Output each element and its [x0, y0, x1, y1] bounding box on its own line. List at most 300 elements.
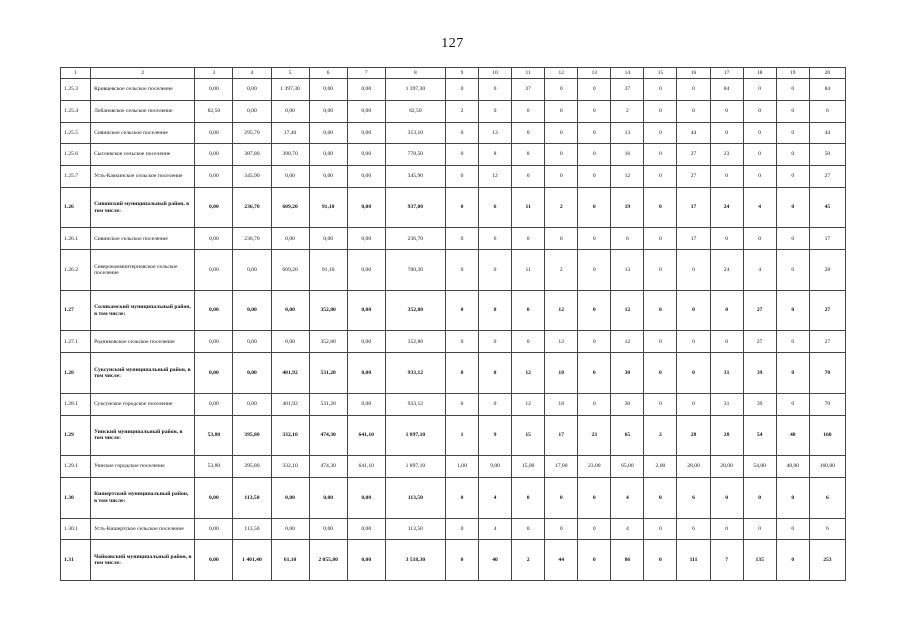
table-cell: 0,00 [309, 122, 347, 144]
table-cell: 0 [743, 144, 776, 166]
table-cell: 30 [611, 353, 644, 394]
table-cell: 778,50 [385, 144, 445, 166]
table-cell: 12 [611, 166, 644, 188]
table-cell: 1 897,10 [385, 415, 445, 456]
table-cell: 0 [710, 331, 743, 353]
table-cell: 0,00 [347, 518, 385, 540]
table-cell: 70 [809, 353, 845, 394]
table-cell: 390,70 [271, 144, 309, 166]
table-cell: 0,00 [195, 393, 233, 415]
table-cell: 0 [578, 166, 611, 188]
table-cell: 111 [677, 540, 710, 581]
table-cell: 0 [445, 187, 478, 228]
table-cell: 91,10 [309, 250, 347, 291]
table-cell: 19 [611, 187, 644, 228]
table-cell: 0 [644, 144, 677, 166]
table-cell: 0 [545, 518, 578, 540]
row-code: 1.30.1 [61, 518, 91, 540]
table-cell: 0,00 [233, 100, 271, 122]
table-cell: 0 [710, 166, 743, 188]
table-cell: 44 [809, 122, 845, 144]
table-cell: 4 [479, 518, 512, 540]
table-cell: 0,00 [271, 290, 309, 331]
table-cell: 50 [809, 144, 845, 166]
table-cell: 0,00 [347, 122, 385, 144]
table-cell: 0,00 [195, 122, 233, 144]
column-header: 19 [776, 68, 809, 79]
municipality-name: Уинское городское поселение [91, 456, 195, 478]
table-cell: 4 [743, 250, 776, 291]
table-cell: 0 [710, 100, 743, 122]
table-cell: 401,92 [271, 353, 309, 394]
row-code: 1.31 [61, 540, 91, 581]
table-row [61, 122, 846, 144]
table-cell: 70 [809, 393, 845, 415]
table-cell: 0,00 [233, 393, 271, 415]
table-cell: 0 [644, 100, 677, 122]
table-cell: 0 [578, 100, 611, 122]
table-cell: 0,00 [347, 144, 385, 166]
table-cell: 0,00 [309, 477, 347, 518]
municipality-name: Усть-Кишертское сельское поселение [91, 518, 195, 540]
table-cell: 39 [743, 353, 776, 394]
table-cell: 0,00 [271, 518, 309, 540]
table-cell: 23 [710, 144, 743, 166]
table-cell: 28 [677, 415, 710, 456]
table-cell: 0 [445, 331, 478, 353]
table-cell: 0 [710, 122, 743, 144]
table-cell: 84 [809, 79, 845, 101]
column-header: 14 [611, 68, 644, 79]
table-cell: 0 [776, 290, 809, 331]
table-cell: 0 [512, 100, 545, 122]
table-cell: 6 [809, 100, 845, 122]
column-header: 3 [195, 68, 233, 79]
table-cell: 6 [677, 477, 710, 518]
table-cell: 11 [512, 187, 545, 228]
table-cell: 0 [776, 477, 809, 518]
table-cell: 39 [743, 393, 776, 415]
table-cell: 352,80 [385, 290, 445, 331]
table-cell: 0,00 [347, 393, 385, 415]
table-cell: 82,50 [195, 100, 233, 122]
table-cell: 48,00 [776, 456, 809, 478]
table-cell: 4 [611, 477, 644, 518]
table-cell: 0 [578, 393, 611, 415]
table-cell: 12 [545, 290, 578, 331]
table-cell: 27 [743, 331, 776, 353]
table-cell: 0 [677, 353, 710, 394]
municipality-name: Сивинское сельское поселение [91, 122, 195, 144]
table-cell: 0,00 [347, 331, 385, 353]
table-cell: 0 [743, 228, 776, 250]
table-row [61, 228, 846, 250]
table-cell: 65 [611, 415, 644, 456]
table-cell: 0,00 [195, 290, 233, 331]
table-cell: 387,80 [233, 144, 271, 166]
table-cell: 0 [776, 250, 809, 291]
table-cell: 0 [743, 79, 776, 101]
table-cell: 1 397,30 [385, 79, 445, 101]
table-cell: 641,10 [347, 415, 385, 456]
table-cell: 91,10 [309, 187, 347, 228]
table-cell: 16 [611, 144, 644, 166]
table-cell: 0 [445, 290, 478, 331]
table-cell: 0 [445, 518, 478, 540]
table-cell: 0 [743, 122, 776, 144]
table-cell: 4 [479, 477, 512, 518]
table-cell: 86 [611, 540, 644, 581]
row-code: 1.25.6 [61, 144, 91, 166]
table-cell: 28,00 [710, 456, 743, 478]
table-cell: 17,00 [545, 456, 578, 478]
table-cell: 0 [644, 353, 677, 394]
table-cell: 0 [710, 228, 743, 250]
table-cell: 0 [743, 166, 776, 188]
table-cell: 0 [644, 290, 677, 331]
table-cell: 18 [545, 393, 578, 415]
column-header: 8 [385, 68, 445, 79]
table-cell: 48 [776, 415, 809, 456]
table-cell: 0 [578, 228, 611, 250]
table-cell: 0 [578, 353, 611, 394]
table-cell: 0 [644, 228, 677, 250]
table-cell: 13 [479, 122, 512, 144]
table-cell: 12 [611, 290, 644, 331]
table-cell: 395,80 [233, 456, 271, 478]
table-cell: 0,00 [195, 166, 233, 188]
table-cell: 0 [578, 331, 611, 353]
row-code: 1.27 [61, 290, 91, 331]
table-cell: 0,00 [271, 331, 309, 353]
table-cell: 31 [710, 393, 743, 415]
table-cell: 0 [644, 393, 677, 415]
table-cell: 0 [776, 518, 809, 540]
municipality-name: Кривцевское сельское поселение [91, 79, 195, 101]
data-table [60, 67, 846, 581]
table-cell: 27 [677, 166, 710, 188]
table-cell: 0 [512, 518, 545, 540]
table-cell: 6 [809, 518, 845, 540]
table-cell: 0 [578, 477, 611, 518]
table-cell: 113,50 [385, 518, 445, 540]
table-cell: 0 [677, 331, 710, 353]
table-cell: 8 [479, 144, 512, 166]
table-cell: 12 [512, 393, 545, 415]
table-cell: 84 [710, 79, 743, 101]
table-row [61, 187, 846, 228]
table-cell: 0 [776, 228, 809, 250]
table-cell: 17 [677, 228, 710, 250]
table-cell: 37 [512, 79, 545, 101]
table-cell: 0 [743, 100, 776, 122]
table-row [61, 415, 846, 456]
table-cell: 332,10 [271, 456, 309, 478]
table-cell: 2 [611, 100, 644, 122]
table-cell: 0 [479, 250, 512, 291]
table-cell: 0,00 [309, 228, 347, 250]
table-cell: 31 [710, 353, 743, 394]
table-cell: 54,00 [743, 456, 776, 478]
table-cell: 0,00 [233, 79, 271, 101]
table-cell: 24 [710, 250, 743, 291]
municipality-name: Северокомминтерновское сельское поселение [91, 250, 195, 291]
table-cell: 0,00 [195, 331, 233, 353]
table-cell: 12 [611, 331, 644, 353]
column-header: 4 [233, 68, 271, 79]
table-cell: 0 [512, 166, 545, 188]
column-header: 9 [445, 68, 478, 79]
table-cell: 352,80 [309, 331, 347, 353]
table-cell: 0 [677, 79, 710, 101]
table-cell: 0,00 [347, 166, 385, 188]
table-cell: 6 [677, 518, 710, 540]
table-cell: 4 [611, 518, 644, 540]
table-cell: 0,00 [195, 540, 233, 581]
table-cell: 933,12 [385, 393, 445, 415]
municipality-name: Лобановское сельское поселение [91, 100, 195, 122]
page-number: 127 [441, 36, 464, 51]
table-cell: 0 [644, 250, 677, 291]
column-header: 5 [271, 68, 309, 79]
row-code: 1.25.4 [61, 100, 91, 122]
municipality-name: Сивинский муниципальный район, в том числе: [91, 187, 195, 228]
table-cell: 28 [710, 415, 743, 456]
municipality-name: Сысоевское сельское поселение [91, 144, 195, 166]
table-row [61, 166, 846, 188]
table-cell: 18 [545, 353, 578, 394]
column-header: 16 [677, 68, 710, 79]
table-cell: 236,70 [233, 228, 271, 250]
table-row [61, 144, 846, 166]
table-cell: 0 [445, 393, 478, 415]
table-cell: 0,00 [347, 228, 385, 250]
table-cell: 0 [445, 477, 478, 518]
table-cell: 0,00 [309, 79, 347, 101]
table-cell: 0 [677, 290, 710, 331]
table-cell: 1 397,30 [271, 79, 309, 101]
table-cell: 0 [776, 540, 809, 581]
table-cell: 0 [578, 540, 611, 581]
row-code: 1.25.5 [61, 122, 91, 144]
table-cell: 9 [479, 415, 512, 456]
table-cell: 8 [512, 144, 545, 166]
table-cell: 0 [479, 353, 512, 394]
column-header: 15 [644, 68, 677, 79]
table-cell: 0 [776, 79, 809, 101]
table-cell: 0 [743, 518, 776, 540]
table-cell: 0 [445, 540, 478, 581]
table-cell: 0,00 [233, 250, 271, 291]
table-cell: 332,10 [271, 415, 309, 456]
row-code: 1.26 [61, 187, 91, 228]
table-row [61, 393, 846, 415]
table-cell: 2 [644, 415, 677, 456]
table-cell: 160 [809, 415, 845, 456]
table-cell: 0 [545, 166, 578, 188]
table-cell: 0 [479, 100, 512, 122]
municipality-name: Уинский муниципальный район, в том числе: [91, 415, 195, 456]
table-cell: 0 [545, 477, 578, 518]
table-cell: 253 [809, 540, 845, 581]
table-cell: 0 [445, 353, 478, 394]
row-code: 1.30 [61, 477, 91, 518]
table-cell: 0 [776, 331, 809, 353]
table-cell: 17 [545, 415, 578, 456]
table-cell: 0 [677, 250, 710, 291]
table-body [61, 68, 846, 581]
table-cell: 0,00 [195, 228, 233, 250]
table-cell: 0 [776, 353, 809, 394]
table-cell: 15 [512, 415, 545, 456]
table-cell: 0,00 [195, 353, 233, 394]
table-cell: 0,00 [195, 250, 233, 291]
table-cell: 0,00 [195, 518, 233, 540]
table-cell: 236,70 [385, 228, 445, 250]
table-cell: 0 [710, 290, 743, 331]
table-cell: 0 [479, 331, 512, 353]
table-cell: 2,00 [644, 456, 677, 478]
table-cell: 23 [578, 415, 611, 456]
table-cell: 0 [445, 122, 478, 144]
row-code: 1.25.7 [61, 166, 91, 188]
table-cell: 0 [644, 477, 677, 518]
table-row [61, 456, 846, 478]
column-header: 7 [347, 68, 385, 79]
table-cell: 3 518,30 [385, 540, 445, 581]
table-cell: 0,00 [309, 100, 347, 122]
table-cell: 401,92 [271, 393, 309, 415]
table-cell: 0,00 [195, 144, 233, 166]
table-cell: 17 [677, 187, 710, 228]
table-cell: 44 [545, 540, 578, 581]
table-cell: 0 [512, 331, 545, 353]
row-code: 1.26.2 [61, 250, 91, 291]
table-cell: 53,80 [195, 415, 233, 456]
table-cell: 40 [479, 540, 512, 581]
table-cell: 0,00 [271, 228, 309, 250]
column-header: 17 [710, 68, 743, 79]
table-cell: 1 [445, 415, 478, 456]
table-cell: 2 [512, 540, 545, 581]
table-cell: 0 [512, 122, 545, 144]
table-cell: 0,00 [347, 353, 385, 394]
table-cell: 0,00 [347, 187, 385, 228]
table-cell: 0 [644, 540, 677, 581]
table-cell: 0,00 [309, 166, 347, 188]
municipality-name: Кишертский муниципальный район, в том числе: [91, 477, 195, 518]
column-header: 10 [479, 68, 512, 79]
table-cell: 0,00 [347, 79, 385, 101]
table-cell: 609,20 [271, 187, 309, 228]
column-header: 6 [309, 68, 347, 79]
table-cell: 0 [776, 187, 809, 228]
table-cell: 15,00 [512, 456, 545, 478]
table-cell: 0 [776, 393, 809, 415]
table-row [61, 353, 846, 394]
row-code: 1.25.3 [61, 79, 91, 101]
table-cell: 313,10 [385, 122, 445, 144]
table-cell: 2 055,80 [309, 540, 347, 581]
table-cell: 0 [644, 518, 677, 540]
table-cell: 0 [776, 100, 809, 122]
municipality-name: Сивинское сельское поселение [91, 228, 195, 250]
table-cell: 53,80 [195, 456, 233, 478]
column-header: 1 [61, 68, 91, 79]
table-row [61, 518, 846, 540]
row-code: 1.26.1 [61, 228, 91, 250]
table-row [61, 540, 846, 581]
table-cell: 23,00 [578, 456, 611, 478]
table-cell: 0 [644, 166, 677, 188]
table-cell: 2 [545, 187, 578, 228]
table-cell: 30 [611, 393, 644, 415]
table-cell: 0 [545, 228, 578, 250]
table-cell: 531,20 [309, 393, 347, 415]
table-cell: 0,00 [309, 518, 347, 540]
table-cell: 0 [445, 228, 478, 250]
municipality-name: Суксунский муниципальный район, в том числе: [91, 353, 195, 394]
municipality-name: Суксунское городское поселение [91, 393, 195, 415]
row-code: 1.29.1 [61, 456, 91, 478]
table-cell: 0,00 [271, 100, 309, 122]
table-cell: 0,00 [347, 477, 385, 518]
table-row [61, 290, 846, 331]
table-cell: 113,50 [385, 477, 445, 518]
table-cell: 641,10 [347, 456, 385, 478]
table-cell: 113,50 [233, 518, 271, 540]
table-cell: 0 [479, 290, 512, 331]
table-header-row [61, 68, 846, 79]
table-cell: 6 [611, 228, 644, 250]
table-cell: 0 [512, 290, 545, 331]
row-code: 1.28 [61, 353, 91, 394]
table-cell: 45 [809, 187, 845, 228]
table-cell: 0 [776, 122, 809, 144]
table-cell: 0 [677, 100, 710, 122]
column-header: 11 [512, 68, 545, 79]
table-cell: 0 [710, 518, 743, 540]
table-cell: 0,00 [309, 144, 347, 166]
table-cell: 0 [512, 228, 545, 250]
table-cell: 13 [611, 250, 644, 291]
table-cell: 236,70 [233, 187, 271, 228]
table-cell: 44 [677, 122, 710, 144]
column-header: 18 [743, 68, 776, 79]
table-cell: 12 [545, 331, 578, 353]
table-cell: 395,80 [233, 415, 271, 456]
table-cell: 474,30 [309, 415, 347, 456]
table-row [61, 250, 846, 291]
row-code: 1.29 [61, 415, 91, 456]
column-header: 12 [545, 68, 578, 79]
table-cell: 65,00 [611, 456, 644, 478]
table-cell: 0 [512, 477, 545, 518]
table-cell: 37 [611, 79, 644, 101]
table-cell: 2 [545, 250, 578, 291]
table-cell: 0,00 [347, 290, 385, 331]
table-cell: 0 [578, 250, 611, 291]
table-cell: 0 [644, 187, 677, 228]
table-row [61, 100, 846, 122]
table-cell: 0,00 [195, 477, 233, 518]
table-cell: 13 [611, 122, 644, 144]
table-cell: 0,00 [271, 477, 309, 518]
table-cell: 17 [809, 228, 845, 250]
table-cell: 0 [644, 331, 677, 353]
table-cell: 28,00 [677, 456, 710, 478]
table-cell: 0 [776, 166, 809, 188]
